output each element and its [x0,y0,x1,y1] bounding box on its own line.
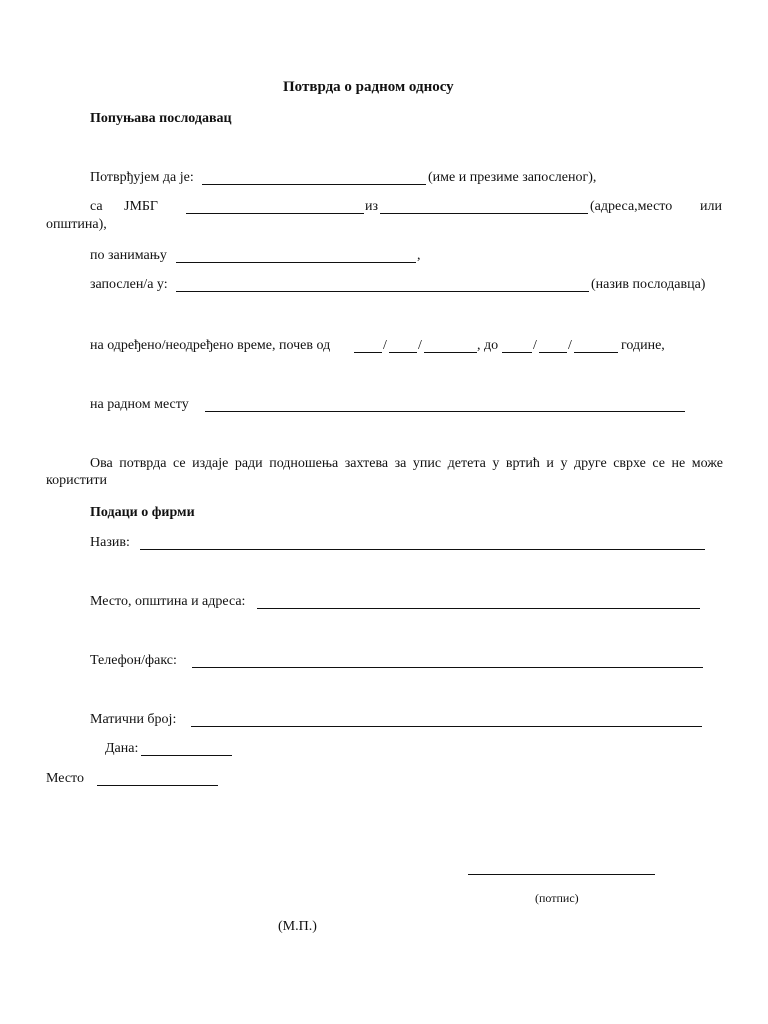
employer-field[interactable] [176,291,589,292]
confirm-label: Потврђујем да је: [90,170,194,185]
start-day-field[interactable] [354,352,382,353]
jmbg-from: из [365,199,379,214]
address-hint: (адреса,место [590,199,673,214]
signature-field[interactable] [468,874,655,875]
company-reg-field[interactable] [191,726,702,727]
purpose-line-1: Ова потврда се издаје ради подношења захтева за упис детета у вртић и у друге сврхе се не може [90,456,723,471]
workplace-field[interactable] [205,411,685,412]
employee-name-hint: (име и презиме запосленог), [428,170,597,185]
occupation-label: по занимању [90,248,167,263]
stamp-label: (М.П.) [278,919,317,934]
employee-name-field[interactable] [202,184,426,185]
place-label: Место [46,771,84,786]
end-day-field[interactable] [502,352,532,353]
company-place-label: Место, општина и адреса: [90,594,246,609]
address-hint-continued: општина), [46,217,107,232]
company-name-label: Назив: [90,535,130,550]
company-place-field[interactable] [257,608,700,609]
signature-label: (потпис) [535,891,579,905]
occupation-suffix: , [417,248,421,263]
period-year: године, [621,338,665,353]
purpose-line-2: користити [46,473,108,488]
jmbg-label: ЈМБГ [124,199,159,214]
date-field[interactable] [141,755,232,756]
period-to: , до [477,338,499,353]
company-phone-label: Телефон/факс: [90,653,177,668]
filled-by-heading: Попуњава послодавац [90,111,232,126]
period-sep-2: / [418,338,422,353]
occupation-field[interactable] [176,262,416,263]
employer-hint: (назив послодавца) [591,277,706,292]
company-reg-label: Матични број: [90,712,177,727]
end-month-field[interactable] [539,352,567,353]
document-title: Потврда о радном односу [283,79,454,95]
address-field[interactable] [380,213,588,214]
jmbg-sa: са [90,199,103,214]
company-heading: Подаци о фирми [90,505,195,520]
period-sep-4: / [568,338,572,353]
company-phone-field[interactable] [192,667,703,668]
period-label: на одређено/неодређено време, почев од [90,338,331,353]
company-name-field[interactable] [140,549,705,550]
employed-label: запослен/а у: [90,277,168,292]
period-sep-3: / [533,338,537,353]
workplace-label: на радном месту [90,397,189,412]
address-hint-or: или [700,199,722,214]
place-field[interactable] [97,785,218,786]
period-sep-1: / [383,338,387,353]
end-year-field[interactable] [574,352,618,353]
jmbg-field[interactable] [186,213,364,214]
start-year-field[interactable] [424,352,477,353]
date-label: Дана: [105,741,139,756]
start-month-field[interactable] [389,352,417,353]
